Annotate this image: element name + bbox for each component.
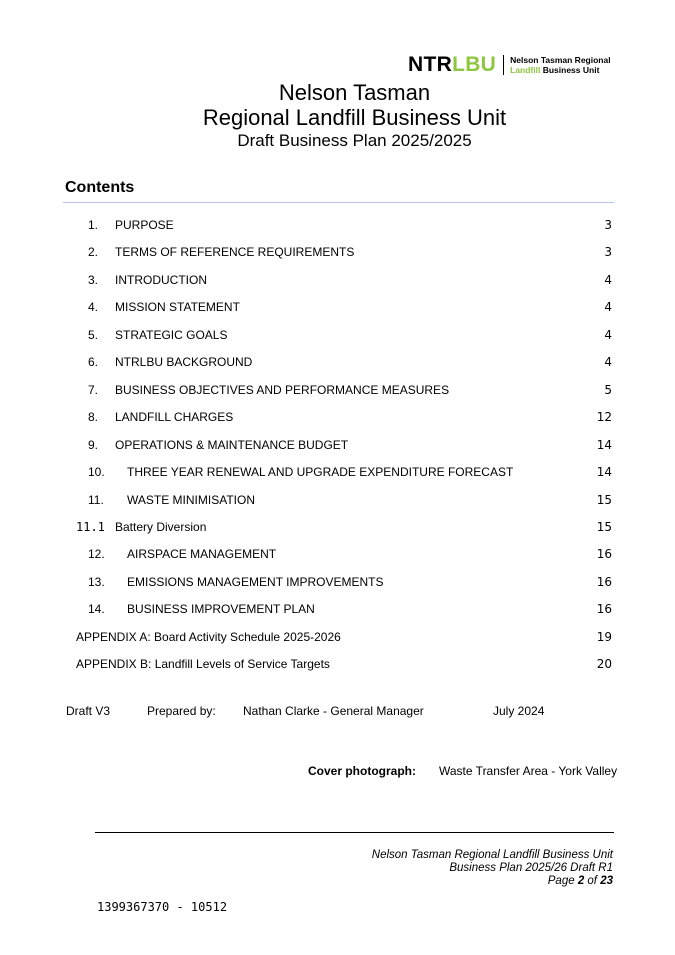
toc-entry-page: 15 (596, 493, 612, 507)
toc-entry-page: 5 (604, 383, 612, 397)
toc-entry-page: 16 (596, 547, 612, 561)
toc-entry-page: 4 (604, 355, 612, 369)
toc-entry-number: 12. (88, 547, 105, 561)
toc-entry-number: 10. (88, 465, 105, 479)
title-line-2: Regional Landfill Business Unit (202, 105, 507, 130)
prepared-by-name: Nathan Clarke - General Manager (243, 704, 424, 718)
toc-entry-number: 8. (88, 410, 99, 424)
toc-entry-label: PURPOSE (115, 218, 174, 232)
logo-separator (503, 55, 504, 75)
toc-entry[interactable] (0, 436, 675, 454)
toc-entry-page: 12 (596, 410, 612, 424)
toc-entry-number: 3. (88, 273, 99, 287)
cover-photograph-label: Cover photograph: (308, 764, 416, 778)
toc-entry[interactable] (0, 518, 675, 536)
footer-page-number: Page 2 of 23 (547, 875, 613, 887)
logo-mark: NTRLBU (408, 53, 497, 76)
ntrlbu-logo (408, 53, 611, 77)
toc-entry[interactable] (0, 271, 675, 289)
toc-entry[interactable] (0, 298, 675, 316)
toc-entry-page: 3 (604, 218, 612, 232)
toc-entry-label: BUSINESS IMPROVEMENT PLAN (127, 602, 315, 616)
toc-entry-label: AIRSPACE MANAGEMENT (127, 547, 277, 561)
toc-entry-page: 15 (596, 520, 612, 534)
draft-version: Draft V3 (66, 704, 111, 718)
toc-entry-number: 9. (88, 438, 99, 452)
toc-entry-page: 4 (604, 328, 612, 342)
toc-entry-label: BUSINESS OBJECTIVES AND PERFORMANCE MEASURES (115, 383, 450, 397)
toc-entry-number: 6. (88, 355, 99, 369)
toc-entry[interactable] (0, 381, 675, 399)
toc-entry-page: 14 (596, 465, 612, 479)
toc-entry[interactable] (0, 628, 675, 646)
toc-entry[interactable] (0, 326, 675, 344)
toc-entry-page: 4 (604, 273, 612, 287)
toc-entry-page: 16 (596, 602, 612, 616)
title-line-3: Draft Business Plan 2025/2025 (237, 131, 472, 150)
contents-heading: Contents (65, 179, 135, 196)
toc-entry[interactable] (0, 655, 675, 673)
toc-entry[interactable] (0, 408, 675, 426)
toc-entry-page: 20 (596, 657, 612, 671)
toc-entry-number: 14. (88, 602, 105, 616)
toc-entry-page: 16 (596, 575, 612, 589)
toc-entry-label: EMISSIONS MANAGEMENT IMPROVEMENTS (127, 575, 384, 589)
toc-entry-label: Battery Diversion (115, 520, 207, 534)
toc-entry-page: 14 (596, 438, 612, 452)
logo-text (510, 55, 610, 75)
footer-plan-name: Business Plan 2025/26 Draft R1 (449, 862, 613, 874)
toc-entry-label: APPENDIX B: Landfill Levels of Service Targets (76, 657, 330, 671)
toc-entry-number: 4. (88, 300, 99, 314)
toc-entry-number: 7. (88, 383, 99, 397)
toc-entry-label: APPENDIX A: Board Activity Schedule 2025-2026 (76, 630, 341, 644)
toc-entry[interactable] (0, 216, 675, 234)
toc-entry[interactable] (0, 573, 675, 591)
toc-entry-number: 13. (88, 575, 105, 589)
toc-entry[interactable] (0, 491, 675, 509)
logo-text-line1: Nelson Tasman Regional (510, 55, 611, 65)
title-line-1: Nelson Tasman (278, 80, 431, 105)
toc-entry[interactable] (0, 353, 675, 371)
toc-entry-page: 3 (604, 245, 612, 259)
toc-entry[interactable] (0, 600, 675, 618)
toc-entry-label: LANDFILL CHARGES (115, 410, 234, 424)
toc-entry-label: WASTE MINIMISATION (127, 493, 255, 507)
toc-entry-label: INTRODUCTION (115, 273, 207, 287)
toc-entry[interactable] (0, 243, 675, 261)
logo-text-line2: Landfill Business Unit (510, 65, 600, 75)
toc-entry-number: 11.1 (76, 520, 105, 534)
toc-entry-page: 19 (596, 630, 612, 644)
prepared-by-label: Prepared by: (147, 704, 216, 718)
toc-entry[interactable] (0, 463, 675, 481)
document-id: 1399367370 - 10512 (97, 900, 228, 914)
prepared-date: July 2024 (493, 704, 545, 718)
toc-entry-label: OPERATIONS & MAINTENANCE BUDGET (115, 438, 349, 452)
toc-entry-number: 1. (88, 218, 99, 232)
toc-entry-page: 4 (604, 300, 612, 314)
toc-entry[interactable] (0, 545, 675, 563)
toc-entry-label: STRATEGIC GOALS (115, 328, 228, 342)
contents-divider (63, 202, 614, 203)
toc-entry-number: 5. (88, 328, 99, 342)
toc-entry-number: 2. (88, 245, 99, 259)
footer-divider (95, 832, 614, 833)
toc-entry-label: MISSION STATEMENT (115, 300, 240, 314)
toc-entry-label: NTRLBU BACKGROUND (115, 355, 253, 369)
cover-photograph-value: Waste Transfer Area - York Valley (439, 764, 618, 778)
footer-org-name: Nelson Tasman Regional Landfill Business Unit (371, 849, 613, 861)
toc-entry-label: TERMS OF REFERENCE REQUIREMENTS (115, 245, 355, 259)
toc-entry-label: THREE YEAR RENEWAL AND UPGRADE EXPENDITURE FORECAST (127, 465, 514, 479)
toc-entry-number: 11. (88, 493, 104, 507)
